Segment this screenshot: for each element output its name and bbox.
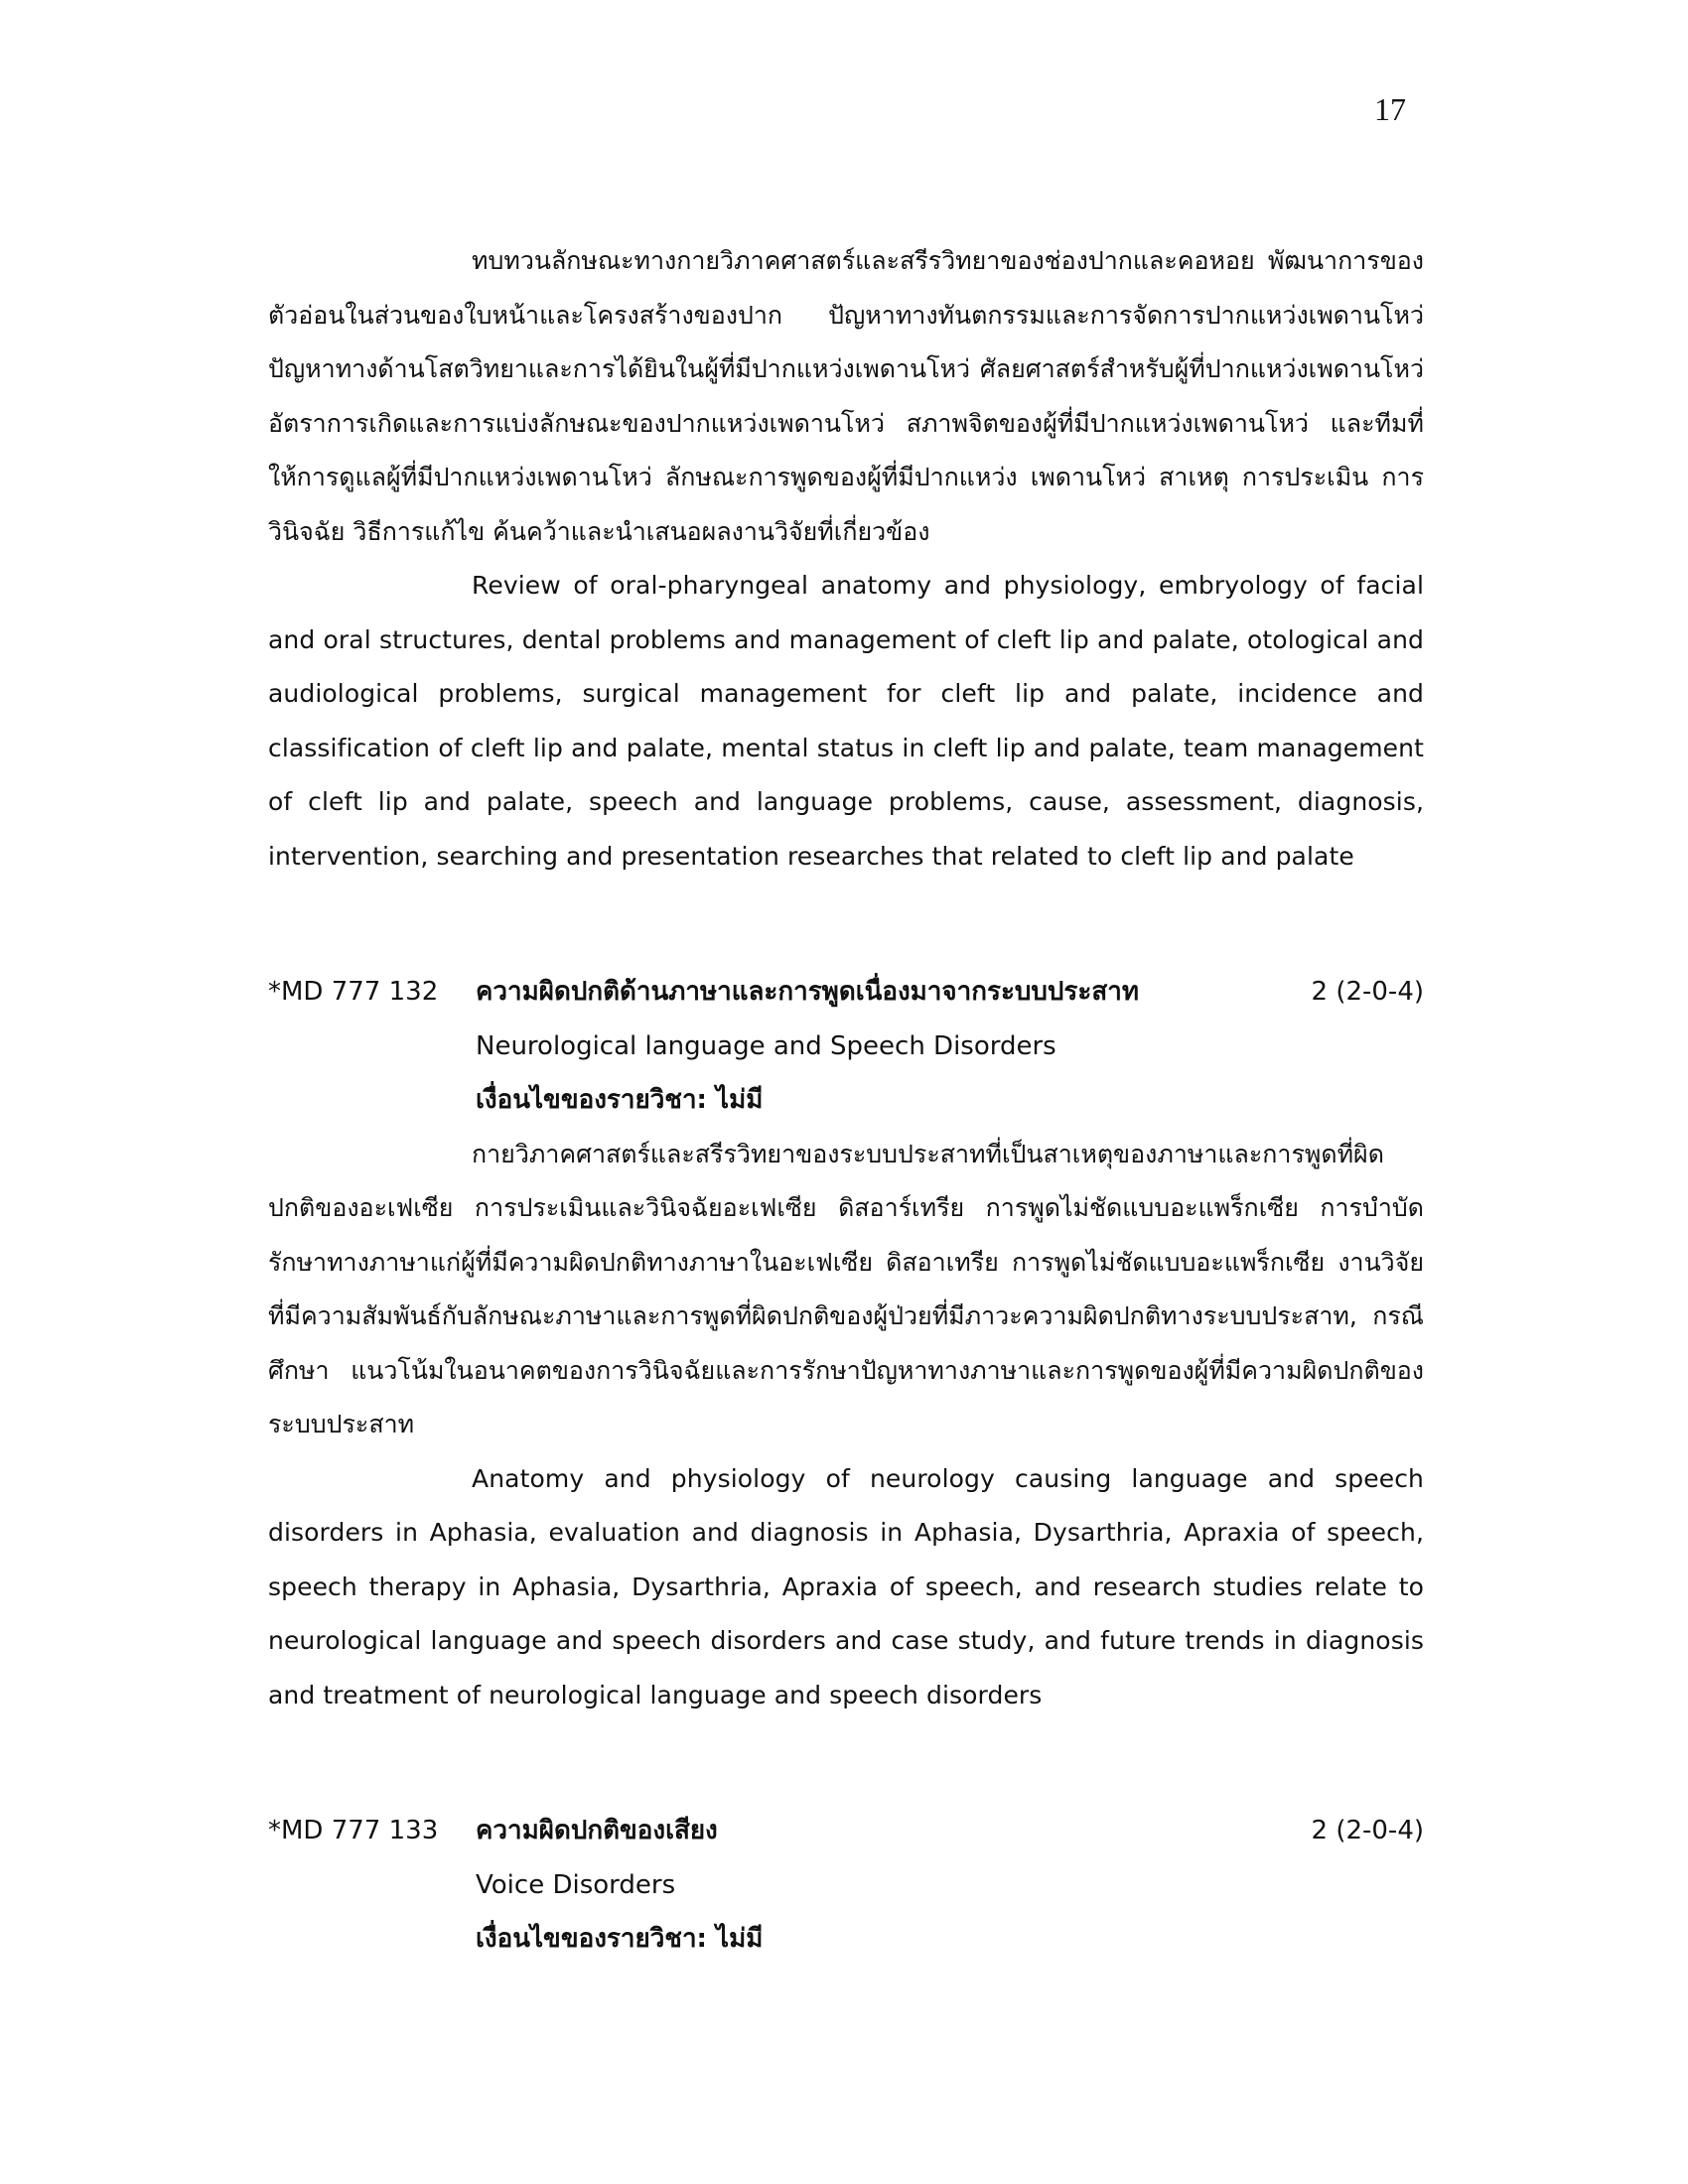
course-credits: 2 (2-0-4) — [1311, 977, 1424, 1007]
course-md777132 — [268, 965, 1424, 1722]
course-credits: 2 (2-0-4) — [1311, 1816, 1424, 1845]
course-prerequisite: เงื่อนไขของรายวิชา: ไม่มี — [476, 1924, 764, 1954]
course-description-en: Anatomy and physiology of neurology causing language and speech disorders in Aphasia, evaluation and diagnosis in Aphasia, Dysarthria, Apraxia of speech, speech therapy in Aphasia, Dysarthria, Apraxia of speech, and research studies relate to neurological language and speech disorders and case study, and future trends in diagnosis and treatment of neurological language and speech disorders — [268, 1463, 1424, 1709]
course-title-th: ความผิดปกติด้านภาษาและการพูดเนื่องมาจากระบบประสาท — [476, 977, 1139, 1007]
course-prerequisite: เงื่อนไขของรายวิชา: ไม่มี — [476, 1085, 764, 1115]
course-title-th: ความผิดปกติของเสียง — [476, 1816, 718, 1845]
intro-description-en: Review of oral-pharyngeal anatomy and physiology, embryology of facial and oral structures, dental problems and management of cleft lip and palate, otological and audiological problems, surgical management for cleft lip and palate, incidence and classification of cleft lip and palate, mental status in cleft lip and palate, team management of cleft lip and palate, speech and language problems, cause, assessment, diagnosis, intervention, searching and presentation researches that related to cleft lip and palate — [268, 571, 1424, 871]
course-title-en: Voice Disorders — [476, 1869, 676, 1900]
course-title-en: Neurological language and Speech Disorders — [476, 1030, 1056, 1061]
page-number: 17 — [1374, 91, 1406, 127]
course-description-th: กายวิภาคศาสตร์และสรีรวิทยาของระบบประสาทที่เป็นสาเหตุของภาษาและการพูดที่ผิดปกติของอะเฟเซีย การประเมินและวินิจฉัยอะเฟเซีย ดิสอาร์เทรีย การพูดไม่ชัดแบบอะแพร็กเซีย การบำบัดรักษาทางภาษาแก่ผู้ที่มีความผิดปกติทางภาษาในอะเฟเซีย ดิสอาเทรีย การพูดไม่ชัดแบบอะแพร็กเซีย งานวิจัยที่มีความสัมพันธ์กับลักษณะภาษาและการพูดที่ผิดปกติของผู้ป่วยที่มีภาวะความผิดปกติทางระบบประสาท, กรณีศึกษา แนวโน้มในอนาคตของการวินิจฉัยและการรักษาปัญหาทางภาษาและการพูดของผู้ที่มีความผิดปกติของระบบประสาท — [268, 1139, 1424, 1438]
course-md777133 — [268, 1804, 1424, 1967]
document-body — [268, 234, 1424, 1967]
intro-description-th: ทบทวนลักษณะทางกายวิภาคศาสตร์และสรีรวิทยาของช่องปากและคอหอย พัฒนาการของตัวอ่อนในส่วนของใบหน้าและโครงสร้างของปาก ปัญหาทางทันตกรรมและการจัดการปากแหว่งเพดานโหว่ ปัญหาทางด้านโสตวิทยาและการได้ยินในผู้ที่มีปากแหว่งเพดานโหว่ ศัลยศาสตร์สำหรับผู้ที่ปากแหว่งเพดานโหว่ อัตราการเกิดและการแบ่งลักษณะของปากแหว่งเพดานโหว่ สภาพจิตของผู้ที่มีปากแหว่งเพดานโหว่ และทีมที่ให้การดูแลผู้ที่มีปากแหว่งเพดานโหว่ ลักษณะการพูดของผู้ที่มีปากแหว่ง เพดานโหว่ สาเหตุ การประเมิน การวินิจฉัย วิธีการแก้ไข ค้นคว้าและนำเสนอผลงานวิจัยที่เกี่ยวข้อง — [268, 246, 1424, 546]
course-code: *MD 777 133 — [268, 1816, 439, 1845]
course-header — [268, 1804, 1424, 1858]
course-header — [268, 965, 1424, 1020]
course-code: *MD 777 132 — [268, 977, 439, 1007]
